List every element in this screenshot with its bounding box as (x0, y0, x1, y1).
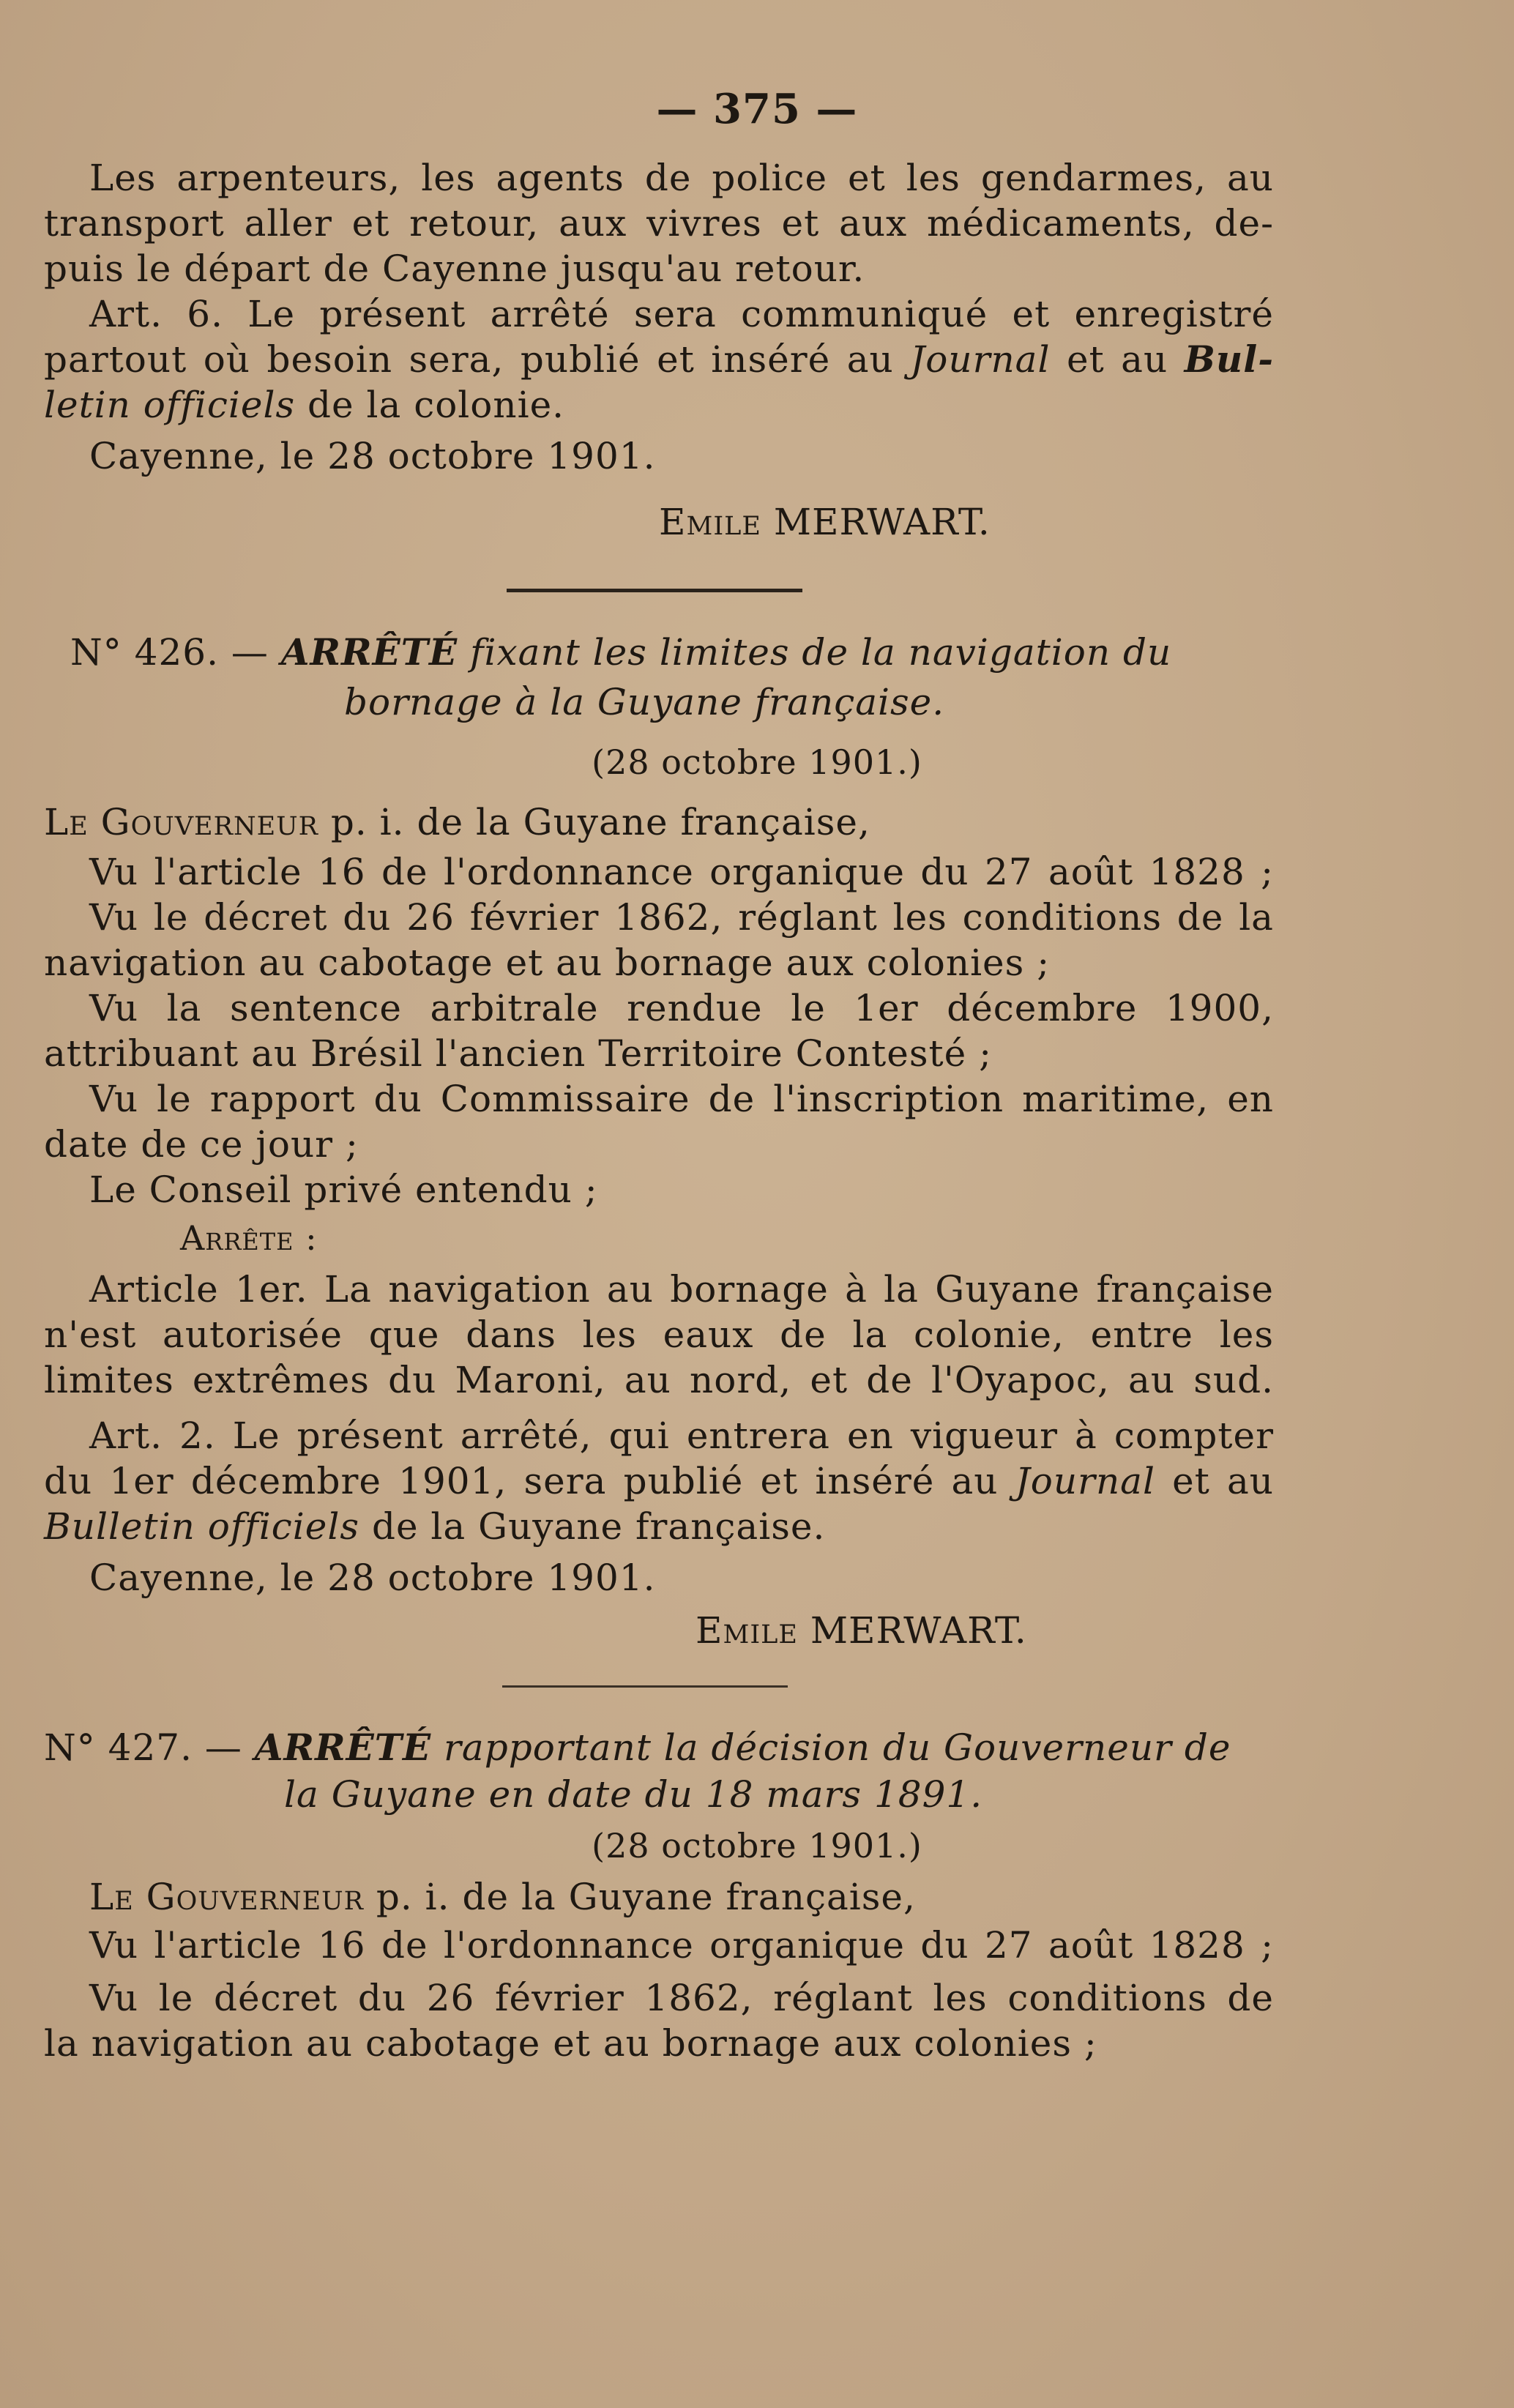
bulletin-italic: Bulletin officiels (44, 1505, 360, 1548)
text-span: p. i. de la Guyane française, (318, 801, 870, 843)
signature-text: Emile MERWART. (696, 1609, 1027, 1652)
article-6-line: Art. 6. Le présent arrêté sera communiqué et enregistré (89, 293, 1274, 335)
gouverneur-line (44, 799, 1274, 845)
vu-line: Vu le décret du 26 février 1862, réglant les conditions de (89, 1977, 1274, 2019)
text-span: du 1er décembre 1901, sera publié et inséré au (44, 1460, 1015, 1502)
text-span: p. i. de la Guyane française, (363, 1876, 916, 1918)
separator-rule (502, 1685, 788, 1688)
decree-date: (28 octobre 1901.) (592, 1826, 922, 1865)
vu-line: Vu la sentence arbitrale rendue le 1er décembre 1900, (89, 987, 1274, 1029)
text-span: et au (1155, 1460, 1274, 1502)
page-number: — 375 — (656, 85, 858, 133)
decree-title: fixant les limites de la navigation du (458, 631, 1172, 674)
decree-title-line2: bornage à la Guyane française. (344, 681, 945, 723)
arrete-heading: Arrête : (180, 1218, 318, 1258)
article-2-line: Art. 2. Le présent arrêté, qui entrera en vigueur à compter (89, 1414, 1274, 1457)
text-line: transport aller et retour, aux vivres et aux médicaments, de- (44, 202, 1274, 245)
vu-line: date de ce jour ; (44, 1123, 359, 1166)
article-1-line: Article 1er. La navigation au bornage à la Guyane française (89, 1268, 1274, 1311)
vu-line: Vu l'article 16 de l'ordonnance organique du 27 août 1828 ; (89, 1924, 1274, 1967)
text-span: de la colonie. (295, 384, 565, 426)
decree-number: N° 427. — (44, 1726, 255, 1769)
text-line: puis le départ de Cayenne jusqu'au retour. (44, 247, 865, 290)
article-2-line (44, 1458, 1274, 1504)
signature (696, 1608, 1354, 1653)
date-line: Cayenne, le 28 octobre 1901. (89, 1557, 656, 1599)
decree-title: rapportant la décision du Gouverneur de (431, 1726, 1231, 1769)
article-6-line (44, 382, 1274, 428)
vu-line: la navigation au cabotage et au bornage aux colonies ; (44, 2022, 1097, 2065)
journal-italic: Journal (910, 338, 1051, 381)
text-span: partout où besoin sera, publié et inséré au (44, 338, 911, 381)
separator-rule (507, 589, 802, 592)
date-line: Cayenne, le 28 octobre 1901. (89, 435, 656, 477)
article-2-line (44, 1504, 1274, 1549)
text-span: de la Guyane française. (359, 1505, 826, 1548)
article-6-line (44, 337, 1274, 382)
vu-line: Vu le rapport du Commissaire de l'inscription maritime, en (89, 1078, 1274, 1120)
arrete-title: ARRÊTÉ (254, 1726, 432, 1769)
decree-427-heading (44, 1725, 1274, 1770)
signature-text: Emile MERWART. (659, 501, 991, 543)
vu-line: Vu le décret du 26 février 1862, réglant les conditions de la (89, 896, 1274, 939)
bulletin-italic: Bul- (1184, 338, 1275, 381)
conseil-line: Le Conseil privé entendu ; (89, 1168, 598, 1211)
bulletin-italic: letin officiels (44, 384, 296, 426)
article-1-line: limites extrêmes du Maroni, au nord, et de l'Oyapoc, au sud. (44, 1359, 1274, 1401)
gouverneur-line (89, 1874, 1274, 1920)
vu-line: Vu l'article 16 de l'ordonnance organique du 27 août 1828 ; (89, 851, 1274, 893)
text-line: Les arpenteurs, les agents de police et les gendarmes, au (89, 157, 1274, 199)
article-1-line: n'est autorisée que dans les eaux de la colonie, entre les (44, 1313, 1274, 1356)
vu-line: attribuant au Brésil l'ancien Territoire Contesté ; (44, 1032, 992, 1075)
gouverneur-label: Le Gouverneur (44, 801, 318, 843)
text-span: et au (1050, 338, 1185, 381)
decree-date: (28 octobre 1901.) (592, 742, 922, 782)
vu-line: navigation au cabotage et au bornage aux colonies ; (44, 942, 1051, 984)
gouverneur-label: Le Gouverneur (89, 1876, 364, 1918)
decree-426-heading (70, 630, 1300, 675)
decree-title-line2: la Guyane en date du 18 mars 1891. (284, 1773, 983, 1816)
decree-number: N° 426. — (70, 631, 281, 674)
arrete-title: ARRÊTÉ (280, 630, 458, 674)
signature (659, 499, 1318, 545)
journal-italic: Journal (1015, 1460, 1155, 1502)
